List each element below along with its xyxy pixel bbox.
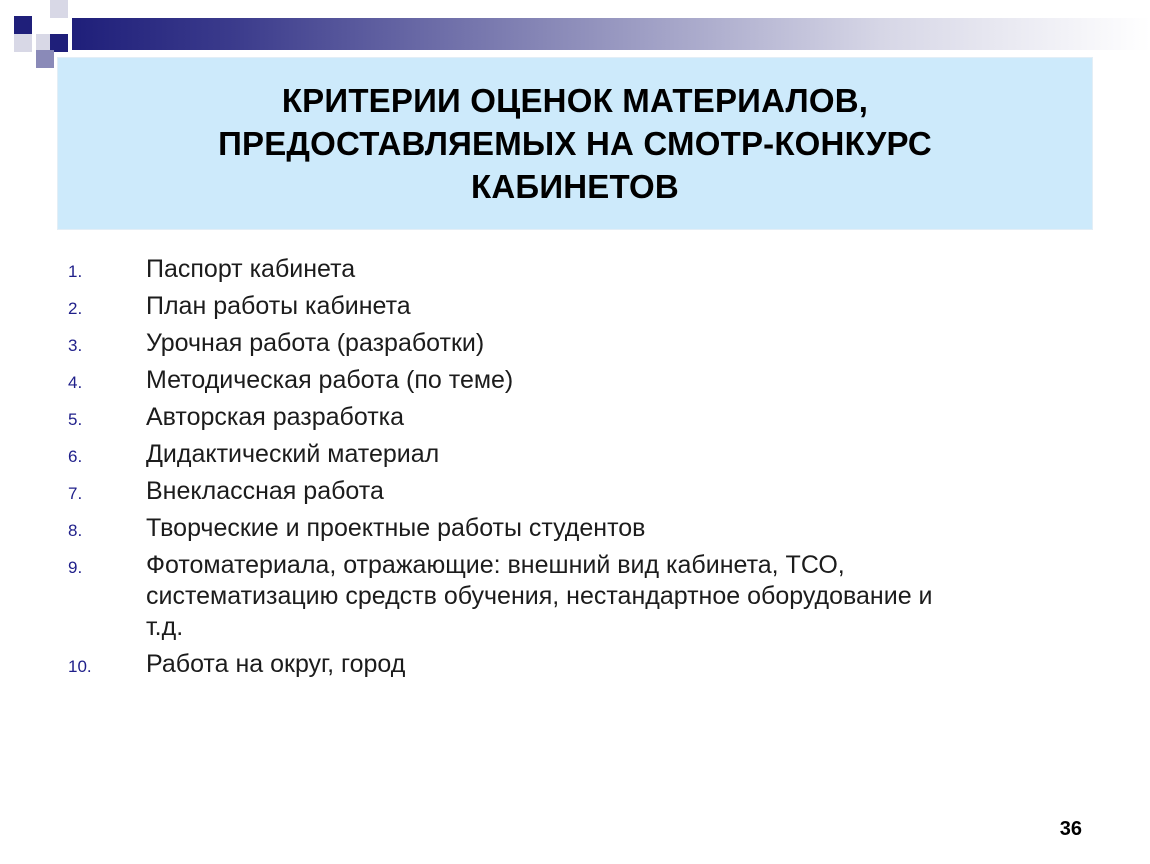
list-item-number: 9.: [68, 558, 83, 577]
list-item-number: 4.: [68, 373, 83, 392]
list-item: [68, 328, 1088, 359]
decor-square: [14, 34, 32, 52]
page-number: 36: [1059, 818, 1082, 840]
list-item: [68, 365, 1088, 396]
list-item-text: План работы кабинета: [146, 292, 411, 320]
slide-title-line: КАБИНЕТОВ: [471, 168, 679, 205]
list-item-number: 3.: [68, 336, 83, 355]
list-item-text: [146, 550, 933, 643]
list-item: [68, 550, 1088, 643]
title-box: [57, 57, 1093, 230]
list-item-number: 6.: [68, 447, 83, 466]
decor-square: [36, 50, 54, 68]
list-item-text: Творческие и проектные работы студентов: [146, 514, 646, 542]
list-item-number: 10.: [68, 657, 92, 676]
list-item-text: Паспорт кабинета: [146, 255, 356, 283]
decor-square: [50, 0, 68, 18]
list-item-text-line: Фотоматериала, отражающие: внешний вид кабинета, ТСО,: [146, 551, 845, 579]
list-item-number: 1.: [68, 262, 83, 281]
list-item: [68, 439, 1088, 470]
criteria-list: [68, 254, 1088, 686]
list-item: [68, 513, 1088, 544]
list-item: [68, 476, 1088, 507]
list-item-text: Урочная работа (разработки): [146, 329, 485, 357]
list-item: [68, 649, 1088, 680]
list-item-number: 8.: [68, 521, 83, 540]
list-item-number: 5.: [68, 410, 83, 429]
list-item-text: Авторская разработка: [146, 403, 405, 431]
list-item: [68, 254, 1088, 285]
slide-title-line: КРИТЕРИИ ОЦЕНОК МАТЕРИАЛОВ,: [281, 82, 869, 119]
list-item-text: Внеклассная работа: [146, 477, 384, 505]
list-item-number: 2.: [68, 299, 83, 318]
header-gradient-bar: [72, 18, 1150, 50]
list-item-text-line: систематизацию средств обучения, нестандартное оборудование и: [146, 582, 933, 610]
decor-square: [14, 16, 32, 34]
list-item-number: 7.: [68, 484, 83, 503]
list-item-text: Работа на округ, город: [146, 650, 406, 678]
list-item: [68, 402, 1088, 433]
list-item-text: Дидактический материал: [146, 440, 440, 468]
slide-title-line: ПРЕДОСТАВЛЯЕМЫХ НА СМОТР-КОНКУРС: [218, 125, 932, 162]
slide-title: [218, 79, 932, 208]
list-item: [68, 291, 1088, 322]
list-item-text: Методическая работа (по теме): [146, 366, 514, 394]
list-item-text-line: т.д.: [146, 613, 184, 641]
